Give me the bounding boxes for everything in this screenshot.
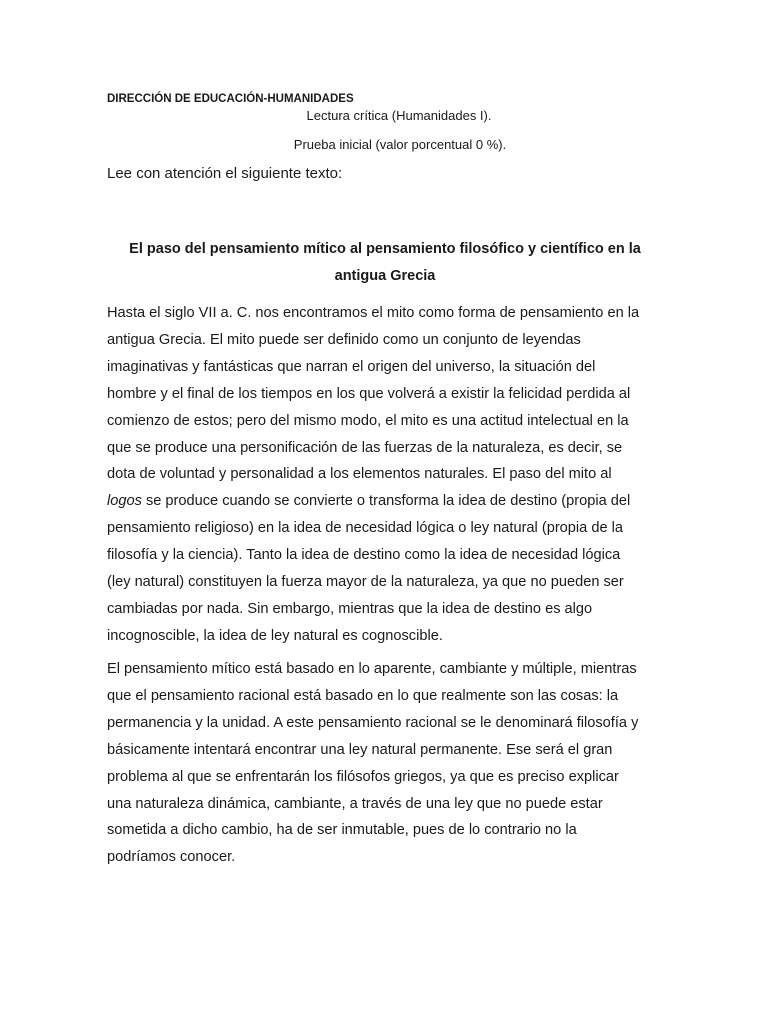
paragraph-line: El pensamiento mítico está basado en lo aparente, cambiante y múltiple, mientras (107, 661, 637, 677)
paragraph-line: problema al que se enfrentarán los filósofos griegos, ya que es preciso explicar (107, 768, 619, 785)
paragraph-line: imaginativas y fantásticas que narran el origen del universo, la situación del (107, 358, 596, 375)
paragraph-line: dota de voluntad y personalidad a los elementos naturales. El paso del mito al (107, 466, 612, 483)
paragraph-line: filosofía y la ciencia). Tanto la idea de destino como la idea de necesidad lógica (107, 547, 621, 564)
paragraph-line: que se produce una personificación de las fuerzas de la naturaleza, es decir, se (107, 439, 623, 456)
test-title: Prueba inicial (valor porcentual 0 %). (293, 137, 507, 152)
paragraph-line-rest: se produce cuando se convierte o transforma la idea de destino (propia del (141, 493, 631, 510)
paragraph-line: que el pensamiento racional está basado en lo que realmente son las cosas: la (107, 687, 619, 704)
article-title-line-2: antigua Grecia (334, 268, 436, 284)
paragraph-line: permanencia y la unidad. A este pensamiento racional se le denominará filosofía y (107, 714, 639, 731)
instructions-text: Lee con atención el siguiente texto: (107, 165, 343, 182)
article-title (107, 236, 663, 290)
italic-logos: logos (107, 493, 142, 510)
paragraph-line: comienzo de estos; pero del mismo modo, el mito es una actitud intelectual en la (107, 412, 629, 429)
course-title: Lectura crítica (Humanidades I). (306, 108, 492, 123)
paragraph-line: una naturaleza dinámica, cambiante, a través de una ley que no puede estar (107, 795, 603, 812)
paragraph-line: podríamos conocer. (107, 849, 236, 866)
paragraph-line: Hasta el siglo VII a. C. nos encontramos el mito como forma de pensamiento en la (107, 305, 640, 321)
paragraph-line-logos (107, 488, 665, 515)
paragraph-line: (ley natural) constituyen la fuerza mayor de la naturaleza, ya que no pueden ser (107, 574, 624, 591)
paragraph-line: básicamente intentará encontrar una ley natural permanente. Ese será el gran (107, 741, 613, 758)
department-heading: DIRECCIÓN DE EDUCACIÓN-HUMANIDADES (107, 93, 354, 105)
paragraph-line: cambiadas por nada. Sin embargo, mientras que la idea de destino es algo (107, 600, 593, 617)
paragraph-line: sometida a dicho cambio, ha de ser inmutable, pues de lo contrario no la (107, 822, 577, 839)
paragraph-1 (107, 300, 665, 650)
article-title-line-1: El paso del pensamiento mítico al pensamiento filosófico y científico en la (129, 241, 641, 257)
paragraph-line: pensamiento religioso) en la idea de necesidad lógica o ley natural (propia de la (107, 520, 623, 537)
paragraph-2 (107, 656, 665, 871)
paragraph-line: hombre y el final de los tiempos en los que volverá a existir la felicidad perdida al (107, 385, 631, 402)
paragraph-line: antigua Grecia. El mito puede ser definido como un conjunto de leyendas (107, 331, 581, 348)
paragraph-line: incognoscible, la idea de ley natural es cognoscible. (107, 627, 443, 644)
